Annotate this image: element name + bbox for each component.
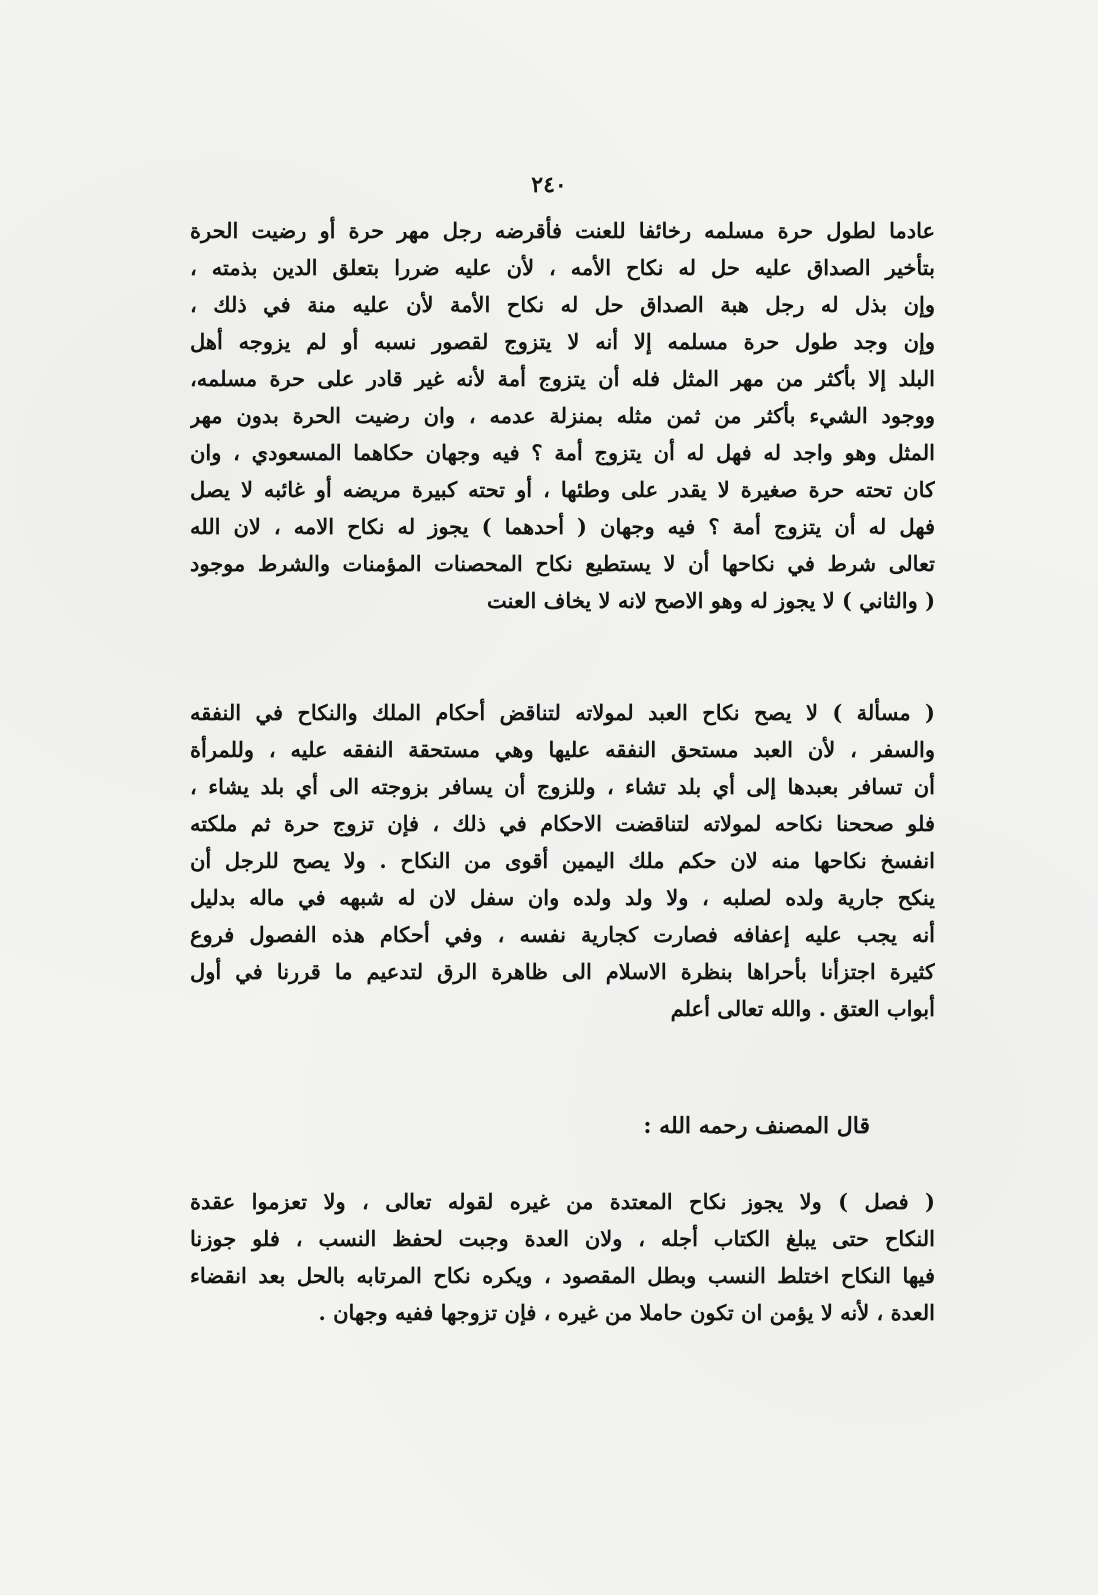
text-line: عادما لطول حرة مسلمه رخائفا للعنت فأقرضه رجل مهر حرة أو رضيت الحرة <box>190 218 935 243</box>
text-line: العدة ، لأنه لا يؤمن ان تكون حاملا من غيره ، فإن تزوجها ففيه وجهان . <box>318 1300 935 1325</box>
text-line: ووجود الشيء بأكثر من ثمن مثله بمنزلة عدمه ، وان رضيت الحرة بدون مهر <box>190 403 935 428</box>
text-line: ينكح جارية ولده لصلبه ، ولا ولد ولده وان سفل لان له شبهه في ماله بدليل <box>190 885 935 910</box>
text-line: انفسخ نكاحها منه لان حكم ملك اليمين أقوى من النكاح . ولا يصح للرجل أن <box>190 848 935 873</box>
text-line: ( فصل ) ولا يجوز نكاح المعتدة من غيره لقوله تعالى ، ولا تعزموا عقدة <box>190 1189 935 1214</box>
text-line: بتأخير الصداق عليه حل له نكاح الأمه ، لأن عليه ضررا بتعلق الدين بذمته ، <box>190 255 935 280</box>
section-heading: قال المصنف رحمه الله : <box>643 1113 870 1139</box>
text-line: المثل وهو واجد له فهل له أن يتزوج أمة ؟ فيه وجهان حكاهما المسعودي ، وان <box>190 440 935 465</box>
text-line: فيها النكاح اختلط النسب وبطل المقصود ، ويكره نكاح المرتابه بالحل بعد انقضاء <box>190 1263 935 1288</box>
text-line: والسفر ، لأن العبد مستحق النفقه عليها وهي مستحقة النفقه عليه ، وللمرأة <box>190 737 935 762</box>
text-line: فلو صححنا نكاحه لمولاته لتناقضت الاحكام في ذلك ، فإن تزوج حرة ثم ملكته <box>190 811 935 836</box>
paragraph-2 <box>190 694 935 1027</box>
text-line: كثيرة اجتزأنا بأحراها بنظرة الاسلام الى ظاهرة الرق لتدعيم ما قررنا في أول <box>190 959 935 984</box>
text-line: أن تسافر بعبدها إلى أي بلد تشاء ، وللزوج أن يسافر بزوجته الى أي بلد يشاء ، <box>190 774 935 799</box>
text-line: فهل له أن يتزوج أمة ؟ فيه وجهان ( أحدهما ) يجوز له نكاح الامه ، لان الله <box>190 514 935 539</box>
text-line: ( والثاني ) لا يجوز له وهو الاصح لانه لا يخاف العنت <box>487 588 935 613</box>
text-line: أنه يجب عليه إعفافه فصارت كجارية نفسه ، وفي أحكام هذه الفصول فروع <box>190 922 935 947</box>
text-line: تعالى شرط في نكاحها أن لا يستطيع نكاح المحصنات المؤمنات والشرط موجود <box>190 551 935 576</box>
paragraph-1 <box>190 212 935 619</box>
text-line: وإن بذل له رجل هبة الصداق حل له نكاح الأمة لأن عليه منة في ذلك ، <box>190 292 935 317</box>
text-line: البلد إلا بأكثر من مهر المثل فله أن يتزوج أمة لأنه غير قادر على حرة مسلمه، <box>190 366 935 391</box>
text-line: كان تحته حرة صغيرة لا يقدر على وطئها ، أو تحته كبيرة مريضه أو غائبه لا يصل <box>190 477 935 502</box>
text-line: ( مسألة ) لا يصح نكاح العبد لمولاته لتناقض أحكام الملك والنكاح في النفقه <box>190 700 935 725</box>
text-line: وإن وجد طول حرة مسلمه إلا أنه لا يتزوج لقصور نسبه أو لم يزوجه أهل <box>190 329 935 354</box>
text-line: النكاح حتى يبلغ الكتاب أجله ، ولان العدة وجبت لحفظ النسب ، فلو جوزنا <box>190 1226 935 1251</box>
section-paragraph <box>190 1183 935 1331</box>
text-line: أبواب العتق . والله تعالى أعلم <box>670 996 935 1021</box>
page-number: ٢٤٠ <box>531 172 567 198</box>
